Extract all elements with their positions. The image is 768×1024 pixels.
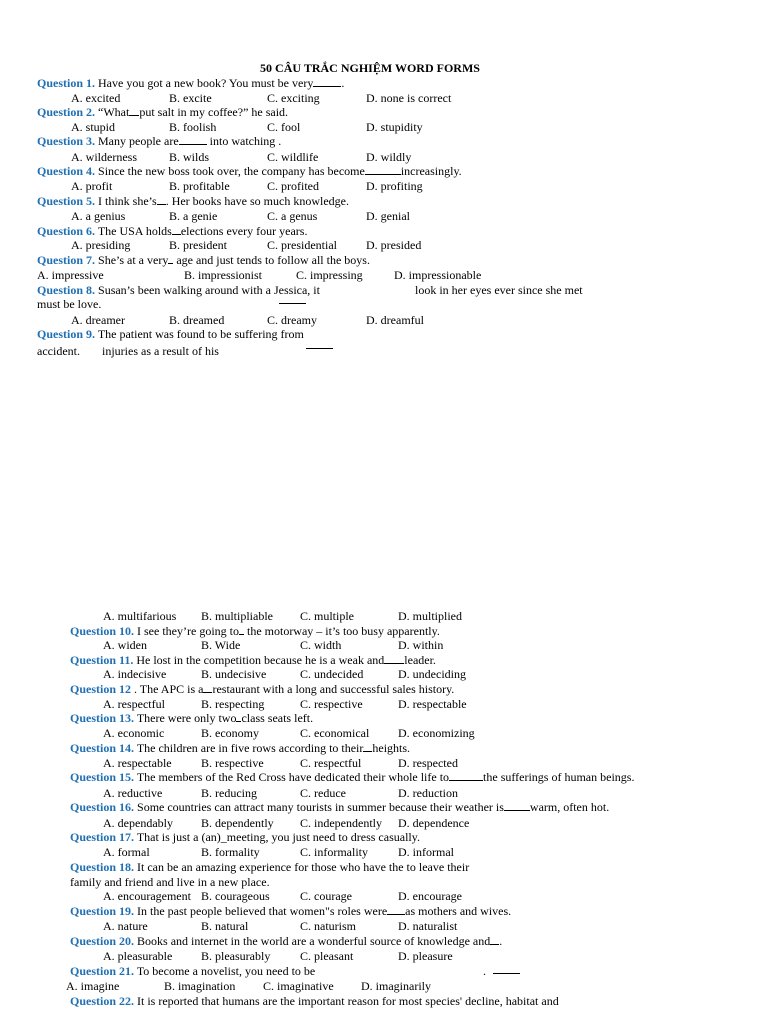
option-b: B. reducing [201, 786, 257, 800]
question-15 [70, 770, 634, 784]
question-13 [70, 711, 313, 725]
question-21 [70, 964, 315, 978]
option-c: C. exciting [267, 91, 320, 105]
question-2-text-b: put salt in my coffee?” he said. [139, 105, 289, 119]
option-c: C. width [300, 638, 342, 652]
question-10-label: Question 10. [70, 624, 135, 638]
option-b: B. multipliable [201, 609, 273, 623]
question-17 [70, 830, 420, 844]
answer-blank [179, 134, 207, 145]
question-20-text-a: Books and internet in the world are a wonderful source of knowledge and [137, 934, 491, 948]
option-c: C. independently [300, 816, 382, 830]
option-a: A. presiding [71, 238, 131, 252]
option-d: D. respected [398, 756, 458, 770]
question-1-text-b: . [341, 76, 345, 90]
question-18-label: Question 18. [70, 860, 135, 874]
option-b: B. dependently [201, 816, 274, 830]
option-a: A. nature [103, 919, 148, 933]
question-11-text-b: leader. [404, 653, 436, 667]
question-22-label: Question 22. [70, 994, 135, 1008]
answer-blank [490, 934, 499, 945]
question-16 [70, 800, 609, 814]
option-b: B. foolish [169, 120, 217, 134]
question-5-text-b: . Her books have so much knowledge. [165, 194, 349, 208]
question-11 [70, 653, 436, 667]
option-d: D. stupidity [366, 120, 423, 134]
option-a: A. wilderness [71, 150, 137, 164]
question-3-text-b: into watching . [206, 134, 282, 148]
option-a: A. economic [103, 726, 165, 740]
option-b: B. profitable [169, 179, 230, 193]
option-a: A. imagine [66, 979, 120, 993]
answer-blank [279, 293, 306, 304]
option-a: A. stupid [71, 120, 116, 134]
question-18-text-b: family and friend and live in a new place. [70, 875, 270, 889]
question-14-label: Question 14. [70, 741, 135, 755]
option-a: A. formal [103, 845, 150, 859]
question-17-text-a: That is just a (an)_meeting, you just need to dress casually. [136, 830, 420, 844]
question-1-text-a: Have you got a new book? You must be very [98, 76, 314, 90]
question-4-label: Question 4. [37, 164, 96, 178]
answer-blank [306, 338, 333, 349]
answer-blank [384, 653, 404, 664]
question-9 [37, 327, 304, 341]
option-a: A. excited [71, 91, 121, 105]
option-b: B. natural [201, 919, 249, 933]
question-3-text-a: Many people are [98, 134, 179, 148]
question-2 [37, 105, 288, 119]
question-8-text-a: Susan’s been walking around with a Jessica, it [98, 283, 320, 297]
option-b: B. impressionist [184, 268, 263, 282]
option-d: D. informal [398, 845, 454, 859]
question-14-text-a: The children are in five rows according to their [136, 741, 364, 755]
question-5-label: Question 5. [37, 194, 96, 208]
option-a: A. multifarious [103, 609, 177, 623]
option-d: D. within [398, 638, 444, 652]
option-d: D. wildly [366, 150, 412, 164]
option-b: B. pleasurably [201, 949, 271, 963]
question-10-text-b: the motorway – it’s too busy apparently. [243, 624, 440, 638]
answer-blank [313, 76, 341, 87]
question-6-label: Question 6. [37, 224, 96, 238]
option-b: B. a genie [169, 209, 218, 223]
question-5 [37, 194, 349, 208]
question-19-label: Question 19. [70, 904, 135, 918]
option-c: C. courage [300, 889, 352, 903]
question-6-text-a: The USA holds [97, 224, 172, 238]
option-d: D. none is correct [366, 91, 452, 105]
question-22 [70, 994, 559, 1008]
option-c: C. fool [267, 120, 301, 134]
option-d: D. multiplied [398, 609, 462, 623]
option-d: D. undeciding [398, 667, 466, 681]
answer-blank [493, 963, 520, 974]
option-b: B. respective [201, 756, 264, 770]
question-9-text-a: The patient was found to be suffering from [97, 327, 304, 341]
question-19 [70, 904, 511, 918]
question-9-text-c: injuries as a result of his [102, 344, 219, 358]
option-a: A. encouragement [103, 889, 191, 903]
question-12-label: Question 12 [70, 682, 132, 696]
question-21-text-b: . [483, 964, 486, 978]
option-b: B. wilds [169, 150, 210, 164]
option-d: D. dependence [398, 816, 470, 830]
option-c: C. a genus [267, 209, 318, 223]
option-d: D. presided [366, 238, 422, 252]
question-20-label: Question 20. [70, 934, 135, 948]
question-16-text-b: warm, often hot. [529, 800, 610, 814]
option-c: C. undecided [300, 667, 364, 681]
option-d: D. genial [366, 209, 410, 223]
question-11-text-a: He lost in the competition because he is a weak and [136, 653, 385, 667]
option-c: C. multiple [300, 609, 354, 623]
option-c: C. naturism [300, 919, 356, 933]
question-12-text-b: restaurant with a long and successful sales history. [212, 682, 455, 696]
answer-blank [129, 105, 139, 116]
question-3-label: Question 3. [37, 134, 96, 148]
question-7-text-a: She’s at a very [98, 253, 169, 267]
option-b: B. economy [201, 726, 259, 740]
option-c: C. imaginative [263, 979, 334, 993]
option-a: A. widen [103, 638, 147, 652]
option-b: B. undecisive [201, 667, 267, 681]
question-20-text-b: . [499, 934, 503, 948]
option-a: A. indecisive [103, 667, 167, 681]
question-20 [70, 934, 502, 948]
option-d: D. dreamful [366, 313, 424, 327]
answer-blank [504, 800, 530, 811]
option-a: A. a genius [71, 209, 126, 223]
question-18 [70, 860, 469, 874]
answer-blank [157, 194, 166, 205]
option-a: A. respectable [103, 756, 172, 770]
option-b: B. Wide [201, 638, 241, 652]
option-a: A. dependably [103, 816, 173, 830]
question-21-label: Question 21. [70, 964, 135, 978]
question-15-text-a: The members of the Red Cross have dedicated their whole life to [136, 770, 450, 784]
question-5-text-a: I think she’s [98, 194, 157, 208]
question-19-text-b: as mothers and wives. [405, 904, 512, 918]
option-a: A. reductive [103, 786, 163, 800]
question-11-label: Question 11. [70, 653, 134, 667]
question-8 [37, 283, 320, 297]
option-d: D. respectable [398, 697, 467, 711]
question-7 [37, 253, 370, 267]
question-7-label: Question 7. [37, 253, 96, 267]
question-12-text-a: . The APC is a [134, 682, 204, 696]
option-b: B. president [169, 238, 227, 252]
option-d: D. encourage [398, 889, 462, 903]
question-9-text-b: accident. [37, 344, 80, 358]
question-4-text-a: Since the new boss took over, the company has become [98, 164, 365, 178]
option-c: C. informality [300, 845, 368, 859]
question-9-label: Question 9. [37, 327, 96, 341]
question-8-text-c: must be love. [37, 297, 102, 311]
option-d: D. profiting [366, 179, 423, 193]
question-14 [70, 741, 410, 755]
question-15-text-b: the sufferings of human beings. [483, 770, 635, 784]
page-title: 50 CÂU TRẮC NGHIỆM WORD FORMS [260, 61, 480, 75]
question-16-text-a: Some countries can attract many tourists in summer because their weather is [137, 800, 504, 814]
option-a: A. dreamer [71, 313, 125, 327]
option-d: D. impressionable [394, 268, 482, 282]
option-b: B. courageous [201, 889, 270, 903]
option-c: C. respectful [300, 756, 362, 770]
option-c: C. profited [267, 179, 319, 193]
question-21-text-a: To become a novelist, you need to be [136, 964, 316, 978]
option-c: C. economical [300, 726, 370, 740]
question-3 [37, 134, 281, 148]
question-14-text-b: heights. [372, 741, 411, 755]
question-6-text-b: elections every four years. [180, 224, 308, 238]
option-c: C. pleasant [300, 949, 354, 963]
option-a: A. pleasurable [103, 949, 173, 963]
question-4 [37, 164, 462, 178]
option-a: A. profit [71, 179, 113, 193]
option-d: D. economizing [398, 726, 475, 740]
question-22-text-a: It is reported that humans are the important reason for most species' decline, habitat and [137, 994, 559, 1008]
option-d: D. pleasure [398, 949, 453, 963]
option-b: B. excite [169, 91, 212, 105]
question-8-label: Question 8. [37, 283, 96, 297]
option-b: B. dreamed [169, 313, 225, 327]
option-d: D. naturalist [398, 919, 458, 933]
question-16-label: Question 16. [70, 800, 135, 814]
option-b: B. formality [201, 845, 260, 859]
answer-blank [449, 770, 483, 781]
question-10 [70, 624, 440, 638]
option-c: C. presidential [267, 238, 337, 252]
question-6 [37, 224, 307, 238]
question-1-label: Question 1. [37, 76, 96, 90]
question-1 [37, 76, 344, 90]
answer-blank [387, 904, 405, 915]
option-d: D. reduction [398, 786, 458, 800]
question-13-text-a: There were only two [136, 711, 237, 725]
option-a: A. impressive [37, 268, 104, 282]
option-a: A. respectful [103, 697, 165, 711]
answer-blank [172, 224, 181, 235]
answer-blank [365, 164, 401, 175]
option-c: C. dreamy [267, 313, 317, 327]
question-7-text-b: age and just tends to follow all the boys. [173, 253, 370, 267]
question-12 [70, 682, 454, 696]
option-b: B. imagination [164, 979, 236, 993]
question-15-label: Question 15. [70, 770, 135, 784]
option-c: C. impressing [296, 268, 363, 282]
option-b: B. respecting [201, 697, 265, 711]
question-10-text-a: I see they’re going to [137, 624, 239, 638]
question-18-text-a: It can be an amazing experience for those who have the to leave their [137, 860, 470, 874]
option-d: D. imaginarily [361, 979, 431, 993]
question-4-text-b: increasingly. [400, 164, 462, 178]
question-17-label: Question 17. [70, 830, 135, 844]
question-8-text-b: look in her eyes ever since she met [415, 283, 583, 297]
option-c: C. wildlife [267, 150, 319, 164]
question-13-text-b: class seats left. [241, 711, 314, 725]
option-c: C. respective [300, 697, 363, 711]
question-19-text-a: In the past people believed that women"s roles were [137, 904, 388, 918]
option-c: C. reduce [300, 786, 346, 800]
question-13-label: Question 13. [70, 711, 135, 725]
question-2-label: Question 2. [37, 105, 96, 119]
question-2-text-a: “What [98, 105, 130, 119]
